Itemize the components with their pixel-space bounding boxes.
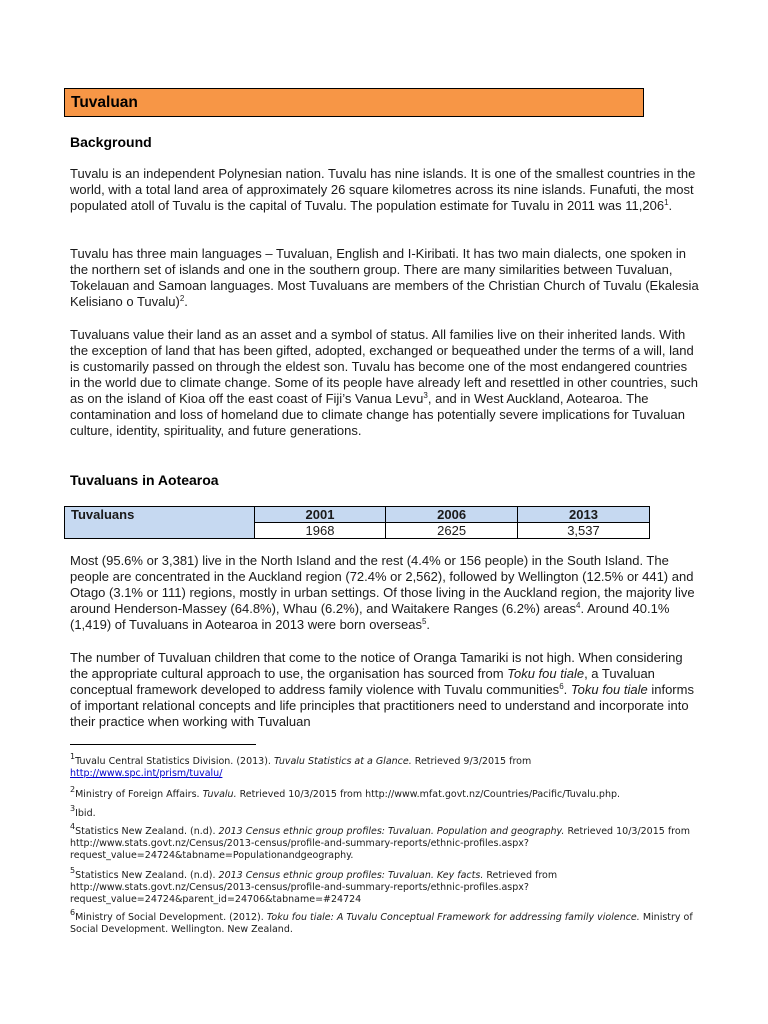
table-cell: 2625 [386, 523, 518, 539]
footnote-text: Retrieved 10/3/2015 from http://www.mfat.govt.nz/Countries/Pacific/Tuvalu.php. [236, 789, 621, 800]
footnote-title: Tuvalu. [202, 789, 237, 800]
footnote-ref[interactable]: 1 [664, 198, 669, 207]
table-row-label: Tuvaluans [65, 507, 255, 539]
paragraph-text: , a Tuvaluan conceptual framework developed to address family violence with Tuvalu communities [70, 666, 655, 697]
table-cell: 1968 [254, 523, 386, 539]
paragraph-text: . [563, 682, 571, 697]
footnote-2 [70, 785, 710, 801]
table-header-row [65, 507, 650, 523]
paragraph-oranga-tamariki [70, 650, 700, 730]
footnote-text: Statistics New Zealand. (n.d). [75, 826, 219, 837]
paragraph-text: Tuvalu has three main languages – Tuvaluan, English and I-Kiribati. It has two main dialects, one spoken in the northern set of islands and one in the southern group. There are many similarities between Tuvaluan, Tokelauan and Samoan languages. Most Tuvaluans are members of the Christian Church of Tuvalu (Ekalesia Kelisiano o Tuvalu) [70, 246, 699, 309]
footnote-text: Retrieved 9/3/2015 from [411, 756, 532, 767]
footnote-number: 6 [70, 908, 76, 917]
footnote-ref[interactable]: 3 [423, 391, 428, 400]
paragraph-text: The number of Tuvaluan children that come to the notice of Oranga Tamariki is not high. When considering the appropriate cultural approach to use, the organisation has sourced from [70, 650, 683, 681]
paragraph-text: Tuvaluans value their land as an asset and a symbol of status. All families live on their inherited lands. With the exception of land that has been gifted, adopted, exchanged or bequeathed under the terms of a will, land is customarily passed on through the eldest son. Tuvalu has become one of the most endangered countries in the world due to climate change. Some of its people have already left and resettled in other countries, such as on the island of Kioa off the east coast of Fiji’s Vanua Levu [70, 327, 698, 406]
footnote-title: Tuvalu Statistics at a Glance. [273, 756, 412, 767]
footnote-ref[interactable]: 4 [576, 601, 581, 610]
italic-term: Toku fou tiale [507, 666, 585, 681]
paragraph-text: informs of important relational concepts and life principles that practitioners need to understand and incorporate into their practice when working with Tuvaluan [70, 682, 694, 729]
footnote-6 [70, 908, 710, 936]
paragraph-overview [70, 166, 700, 214]
footnote-3 [70, 804, 710, 820]
paragraph-end: . [426, 617, 431, 632]
aotearoa-heading: Tuvaluans in Aotearoa [70, 472, 219, 488]
italic-term: Toku fou tiale [570, 682, 648, 697]
page-title: Tuvaluan [64, 88, 644, 117]
footnote-5 [70, 866, 710, 906]
footnote-title: 2013 Census ethnic group profiles: Tuvaluan. Population and geography. [218, 826, 565, 837]
paragraph-land [70, 327, 700, 439]
footnote-text: Ministry of Social Development. Wellington. New Zealand. [70, 912, 693, 935]
footnote-text: Ibid. [75, 808, 96, 819]
footnote-number: 4 [70, 822, 76, 831]
footnote-text: Retrieved from http://www.stats.govt.nz/Census/2013-census/profile-and-summary-reports/ethnic-profiles.aspx?request_value=24724&parent_id=24706&tabname=#24724 [70, 870, 558, 905]
paragraph-end: . [184, 294, 188, 309]
footnote-text: Ministry of Foreign Affairs. [75, 789, 203, 800]
background-heading: Background [70, 134, 152, 150]
footnote-1 [70, 752, 710, 780]
table-header-year: 2006 [386, 507, 518, 523]
footnote-number: 1 [70, 752, 76, 761]
footnote-text: Retrieved 10/3/2015 from http://www.stats.govt.nz/Census/2013-census/profile-and-summary-reports/ethnic-profiles.aspx?request_value=24724&tabname=Populationandgeography. [70, 826, 690, 861]
table-cell: 3,537 [517, 523, 649, 539]
footnote-text: Statistics New Zealand. (n.d). [75, 870, 219, 881]
footnote-ref[interactable]: 6 [559, 682, 564, 691]
population-table [64, 506, 650, 539]
paragraph-text: . Around 40.1% (1,419) of Tuvaluans in Aotearoa in 2013 were born overseas [70, 601, 670, 632]
footnote-ref[interactable]: 2 [179, 294, 185, 303]
paragraph-text: Tuvalu is an independent Polynesian nation. Tuvalu has nine islands. It is one of the smallest countries in the world, with a total land area of approximately 26 square kilometres across its nine islands. Funafuti, the most populated atoll of Tuvalu is the capital of Tuvalu. The population estimate for Tuvalu in 2011 was 11,206 [70, 166, 696, 213]
footnote-ref[interactable]: 5 [421, 617, 427, 626]
footnote-number: 5 [70, 866, 76, 875]
paragraph-text: Most (95.6% or 3,381) live in the North Island and the rest (4.4% or 156 people) in the South Island. The people are concentrated in the Auckland region (72.4% or 2,562), followed by Wellington (12.5% or 441) and Otago (3.1% or 111) regions, mostly in urban settings. Of those living in the Auckland region, the majority live around Henderson-Massey (64.8%), Whau (6.2%), and Waitakere Ranges (6.2%) areas [70, 553, 695, 616]
footnote-text: Tuvalu Central Statistics Division. (2013). [75, 756, 274, 767]
paragraph-text: , and in West Auckland, Aotearoa. The contamination and loss of homeland due to climate change has potentially severe implications for Tuvaluan culture, identity, spirituality, and future generations. [70, 391, 685, 438]
footnote-separator [70, 744, 256, 745]
footnote-number: 2 [70, 785, 76, 794]
footnote-4 [70, 822, 710, 862]
paragraph-end: . [668, 198, 673, 213]
footnote-text: Ministry of Social Development. (2012). [75, 912, 267, 923]
paragraph-languages [70, 246, 700, 310]
footnote-link[interactable]: http://www.spc.int/prism/tuvalu/ [70, 768, 223, 779]
footnote-title: Toku fou tiale: A Tuvalu Conceptual Framework for addressing family violence. [266, 912, 640, 923]
footnote-title: 2013 Census ethnic group profiles: Tuvaluan. Key facts. [218, 870, 484, 881]
table-header-year: 2001 [254, 507, 386, 523]
table-header-year: 2013 [517, 507, 649, 523]
footnote-number: 3 [70, 804, 76, 813]
paragraph-distribution [70, 553, 700, 633]
